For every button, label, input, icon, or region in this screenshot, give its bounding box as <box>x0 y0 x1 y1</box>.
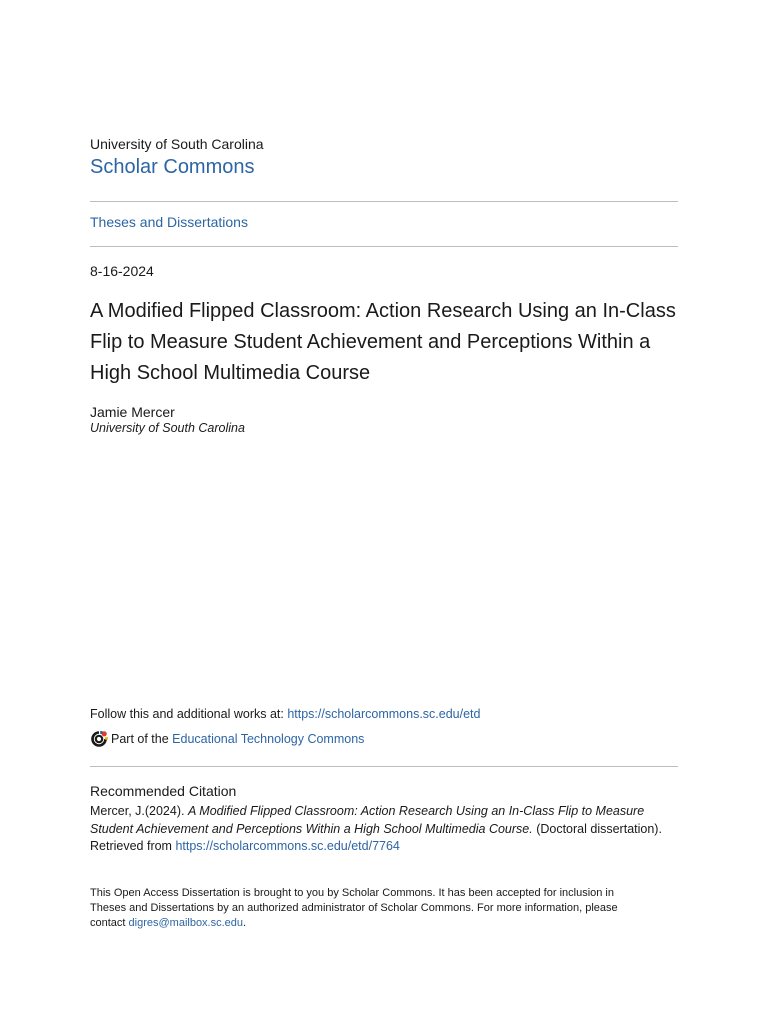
divider <box>90 201 678 202</box>
discipline-link[interactable]: Educational Technology Commons <box>172 732 365 746</box>
publication-date: 8-16-2024 <box>90 263 154 279</box>
author-affiliation: University of South Carolina <box>90 421 245 435</box>
part-of-label: Part of the <box>111 732 173 746</box>
author-name: Jamie Mercer <box>90 404 175 420</box>
divider <box>90 246 678 247</box>
follow-label: Follow this and additional works at: <box>90 707 288 721</box>
citation-suffix: (Doctoral dissertation). Retrieved from <box>90 821 666 853</box>
divider <box>90 766 678 767</box>
notice-end: . <box>243 917 247 929</box>
network-commons-icon <box>90 730 108 748</box>
open-access-notice <box>90 886 650 931</box>
citation-text <box>90 803 678 856</box>
collection-url-link[interactable]: https://scholarcommons.sc.edu/etd <box>287 707 481 721</box>
part-of-line <box>90 730 364 748</box>
citation-prefix: Mercer, J.(2024). <box>90 804 188 818</box>
collection-link[interactable]: Theses and Dissertations <box>90 214 248 230</box>
document-title: A Modified Flipped Classroom: Action Research Using an In-Class Flip to Measure Student Achievement and Perceptions Within a High School Multimedia Course <box>90 300 676 384</box>
repository-link[interactable]: Scholar Commons <box>90 156 255 178</box>
citation-title: A Modified Flipped Classroom: Action Research Using an In-Class Flip to Measure Student Achievement and Perceptions Within a High School Multimedia Course. <box>90 804 645 836</box>
contact-email-link[interactable]: digres@mailbox.sc.edu <box>128 917 244 929</box>
citation-url-link[interactable]: https://scholarcommons.sc.edu/etd/7764 <box>175 839 400 853</box>
institution-name: University of South Carolina <box>90 136 264 152</box>
follow-line <box>90 707 480 721</box>
citation-heading: Recommended Citation <box>90 783 237 799</box>
notice-text: This Open Access Dissertation is brought to you by Scholar Commons. It has been accepted for inclusion in Theses and Dissertations by an authorized administrator of Scholar Commons. For more information, please contact <box>90 887 618 929</box>
